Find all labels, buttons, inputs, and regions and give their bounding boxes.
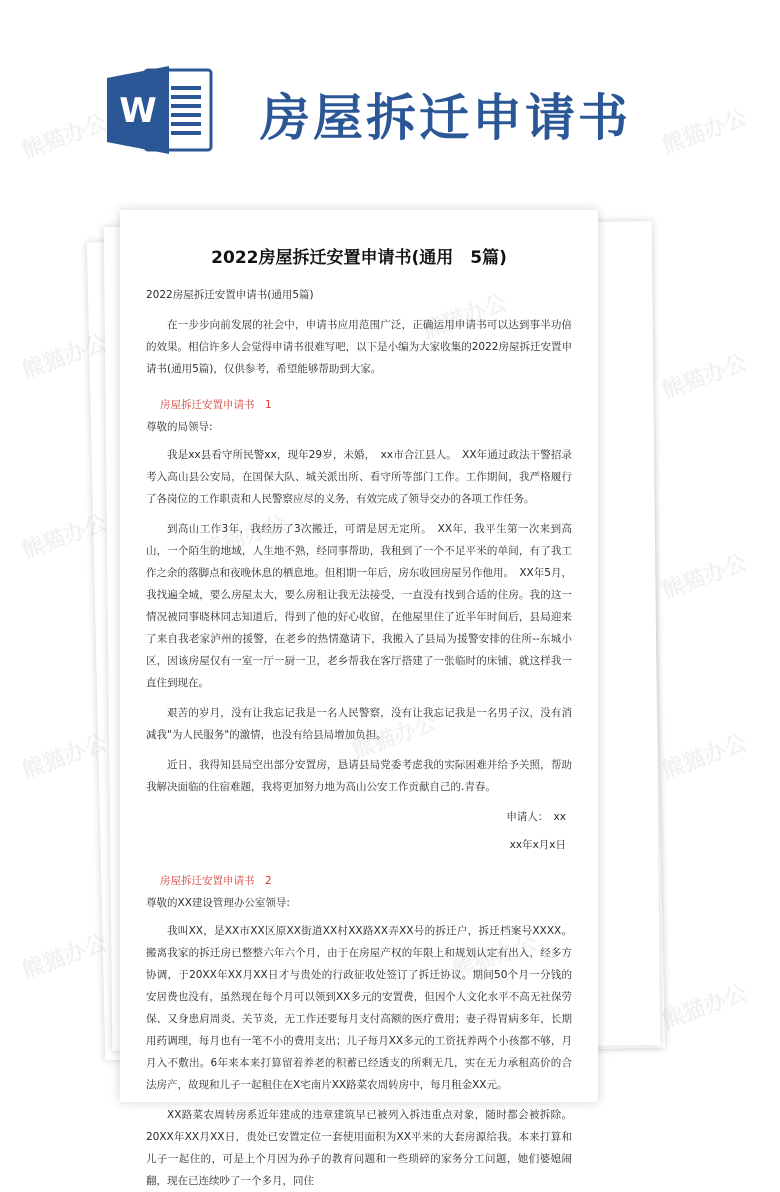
watermark: 熊猫办公 — [19, 930, 111, 985]
document-subtitle: 2022房屋拆迁安置申请书(通用5篇) — [146, 289, 314, 301]
watermark: 熊猫办公 — [659, 730, 751, 785]
watermark: 熊猫办公 — [659, 550, 751, 605]
greeting-1: 尊敬的局领导: — [146, 421, 213, 433]
watermark: 熊猫办公 — [19, 330, 111, 385]
section-heading-2: 房屋拆迁安置申请书 2 — [160, 875, 272, 887]
watermark: 熊猫办公 — [19, 730, 111, 785]
section2-paragraph-2: XX路菜农周转房系近年建成的违章建筑早已被列入拆违重点对象，随时都会被拆除。20XX年XX月XX日，贵处已安置定位一套使用面积为XX平米的大套房源给我。本来打算和儿子一起住的，可是上个月因为孙子的教育问题和一些琐碎的家务分工问题，她们婆媳闹翻，现在已连续吵了一个多月，同住 — [146, 1109, 572, 1187]
section1-paragraph-2: 到高山工作3年，我经历了3次搬迁，可谓是居无定所。 XX年，我平生第一次来到高山，一个陌生的地域，人生地不熟，经同事帮助，我租到了一个不足平米的单间，有了我工作之余的落脚点和夜晚休息的栖息地。但相期一年后，房东收回房屋另作他用。 XX年5月，我找遍全城，要么房屋太大，要么房租让我无法接受，一直没有找到合适的住房。我的这一情况被同事晓林同志知道后，得到了他的好心收留，在他屋里住了近半年时间后，县局迎来了来自我老家泸州的援警，在老乡的热情邀请下，我搬入了县局为援警安排的住所--东城小区，因该房屋仅有一室一厅一厨一卫，老乡帮我在客厅搭建了一张临时的床铺，就这样我一直住到现在。 — [146, 523, 572, 689]
signature-date: xx年x月x日 — [509, 839, 566, 851]
section1-paragraph-3: 艰苦的岁月，没有让我忘记我是一名人民警察，没有让我忘记我是一名男子汉，没有消减我"为人民服务"的激情，也没有给县局增加负担。 — [146, 707, 572, 741]
watermark: 熊猫办公 — [659, 980, 751, 1035]
watermark: 熊猫办公 — [19, 110, 111, 165]
word-icon — [107, 66, 213, 154]
section2-paragraph-1: 我叫XX，是XX市XX区原XX街道XX村XX路XX弄XX号的拆迁户，拆迁档案号XXXX。搬离我家的拆迁房已整整六年六个月，由于在房屋产权的年限上和规划认定有出入，经多方协调，于20XX年XX月XX日才与贵处的行政征收处签订了拆迁协议。期间50个月一分钱的安居费也没有，虽然现在每个月可以领到XX多元的安置费，但因个人文化水平不高无社保劳保、又身患肩周炎、关节炎，无工作还要每月支付高额的医疗费用；妻子得胃病多年，长期用药调理，每月也有一笔不小的费用支出；儿子每月XX多元的工资抚养两个小孩都不够，月月入不敷出。6年来本来打算留着养老的积蓄已经透支的所剩无几，实在无力承租高价的合法房产，故现和儿子一起租住在X宅南片XX路菜农周转房中，每月租金XX元。 — [146, 925, 572, 1091]
watermark: 熊猫办公 — [19, 510, 111, 565]
section1-paragraph-1: 我是xx县看守所民警xx，现年29岁，未婚， xx市合江县人。 XX年通过政法干警招录考入高山县公安局，在国保大队、城关派出所、看守所等部门工作。工作期间，我严格履行了各岗位的工作职责和人民警察应尽的义务，有效完成了领导交办的各项工作任务。 — [146, 449, 572, 505]
document-page — [120, 210, 598, 1187]
document-title: 2022房屋拆迁安置申请书(通用 5篇) — [211, 248, 507, 268]
watermark: 熊猫办公 — [659, 350, 751, 405]
section1-paragraph-4: 近日，我得知县局空出部分安置房，恳请县局党委考虑我的实际困难并给予关照，帮助我解决面临的住宿难题，我将更加努力地为高山公安工作贡献自己的.青春。 — [146, 759, 572, 793]
section-heading-1: 房屋拆迁安置申请书 1 — [160, 399, 272, 411]
applicant-signature: 申请人： xx — [506, 811, 566, 823]
header-banner — [0, 0, 780, 200]
watermark: 熊猫办公 — [659, 105, 751, 160]
svg-text:W: W — [119, 91, 157, 131]
greeting-2: 尊敬的XX建设管理办公室领导: — [146, 897, 290, 909]
banner-title: 房屋拆迁申请书 — [260, 88, 631, 147]
intro-paragraph: 在一步步向前发展的社会中，申请书应用范围广泛，正确运用申请书可以达到事半功倍的效果。相信许多人会觉得申请书很难写吧，以下是小编为大家收集的2022房屋拆迁安置申请书(通用5篇)，仅供参考，希望能够帮助到大家。 — [146, 319, 572, 375]
